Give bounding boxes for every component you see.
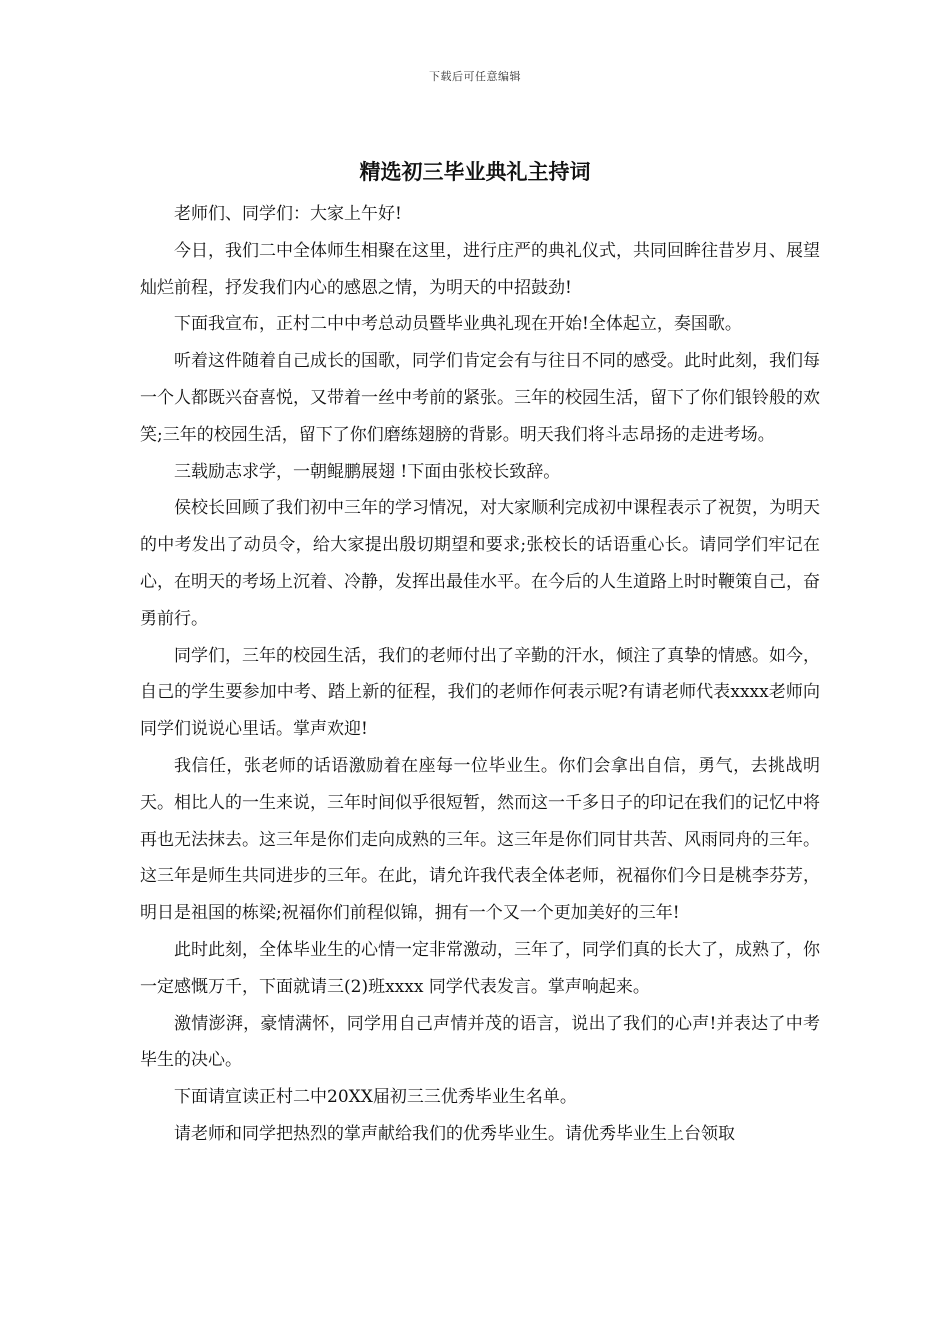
paragraph: 激情澎湃，豪情满怀，同学用自己声情并茂的语言，说出了我们的心声!并表达了中考毕生的决心。 [140, 1013, 820, 1071]
paragraph: 同学们，三年的校园生活，我们的老师付出了辛勤的汗水，倾注了真挚的情感。如今，自己的学生要参加中考、踏上新的征程，我们的老师作何表示呢?有请老师代表xxxx老师向同学们说说心里话。掌声欢迎! [140, 645, 820, 740]
paragraph: 三载励志求学，一朝鲲鹏展翅 !下面由张校长致辞。 [174, 461, 561, 482]
document-title: 精选初三毕业典礼主持词 [359, 159, 591, 184]
header-note: 下载后可任意编辑 [429, 70, 521, 83]
paragraph: 听着这件随着自己成长的国歌，同学们肯定会有与往日不同的感受。此时此刻，我们每一个人都既兴奋喜悦，又带着一丝中考前的紧张。三年的校园生活，留下了你们银铃般的欢笑;三年的校园生活，留下了你们磨练翅膀的背影。明天我们将斗志昂扬的走进考场。 [140, 351, 820, 445]
paragraph: 侯校长回顾了我们初中三年的学习情况，对大家顺利完成初中课程表示了祝贺，为明天的中考发出了动员令，给大家提出殷切期望和要求;张校长的话语重心长。请同学们牢记在心，在明天的考场上沉着、冷静，发挥出最佳水平。在今后的人生道路上时时鞭策自己，奋勇前行。 [140, 498, 820, 629]
paragraph: 此时此刻，全体毕业生的心情一定非常激动，三年了，同学们真的长大了，成熟了，你一定感慨万千，下面就请三(2)班xxxx 同学代表发言。掌声响起来。 [140, 939, 820, 997]
paragraph: 今日，我们二中全体师生相聚在这里，进行庄严的典礼仪式，共同回眸往昔岁月、展望灿烂前程，抒发我们内心的感恩之情，为明天的中招鼓劲! [140, 240, 820, 298]
document-body [140, 196, 820, 1153]
paragraph: 我信任，张老师的话语激励着在座每一位毕业生。你们会拿出自信，勇气，去挑战明天。相比人的一生来说，三年时间似乎很短暂，然而这一千多日子的印记在我们的记忆中将再也无法抹去。这三年是你们走向成熟的三年。这三年是你们同甘共苦、风雨同舟的三年。 这三年是师生共同进步的三年。在此，请允许我代表全体老师，祝福你们今日是桃李芬芳，明日是祖国的栋梁;祝福你们前程似锦，拥有一个又一个更加美好的三年! [140, 755, 820, 924]
paragraph: 老师们、同学们：大家上午好! [174, 204, 402, 224]
paragraph: 下面我宣布，正村二中中考总动员暨毕业典礼现在开始!全体起立，奏国歌。 [174, 314, 742, 335]
paragraph: 请老师和同学把热烈的掌声献给我们的优秀毕业生。请优秀毕业生上台领取 [174, 1123, 735, 1144]
paragraph: 下面请宣读正村二中20XX届初三三优秀毕业生名单。 [174, 1087, 577, 1108]
